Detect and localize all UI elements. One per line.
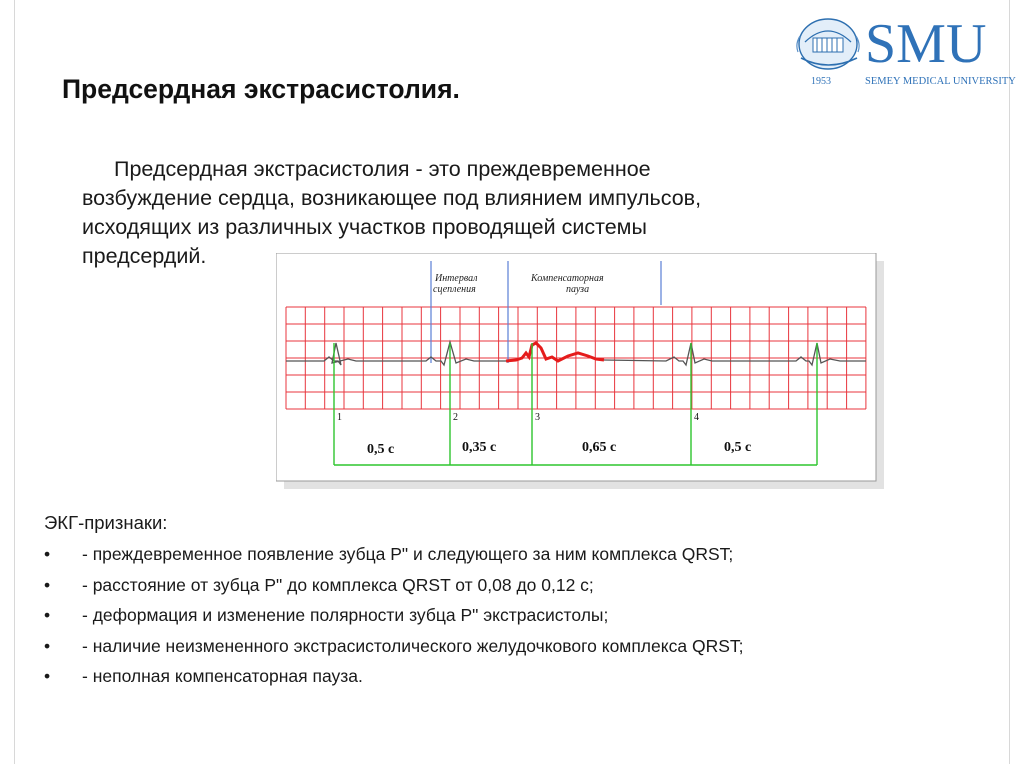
list-item [44,601,1004,632]
bullet-icon: • [44,605,51,625]
definition-line: предсердий. [82,244,207,268]
signs-title: ЭКГ-признаки: [44,512,168,533]
bullet-icon: • [44,574,51,595]
signs-list [44,540,1004,693]
ecg-diagram [276,253,888,493]
list-item-text: - деформация и изменение полярности зубца P" экстрасистолы; [82,605,609,625]
pause-label-2: пауза [566,284,590,295]
list-item-text: - неполная компенсаторная пауза. [82,666,363,686]
list-item-text: - расстояние от зубца P" до комплекса QRST от 0,08 до 0,12 с; [82,574,594,595]
list-item-text: - наличие неизмененного экстрасистолического желудочкового комплекса QRST; [82,635,744,656]
beat-number: 2 [453,412,458,423]
interval-label: 0,35 с [462,440,497,455]
definition-line: возбуждение сердца, возникающее под влиянием импульсов, [82,186,702,210]
bullet-icon: • [44,544,51,564]
pause-label-1: Компенсаторная [531,273,604,284]
coupling-label-2: сцепления [433,284,476,295]
list-item [44,662,1004,693]
interval-label: 0,65 с [582,440,617,455]
smu-logo [795,2,1021,92]
list-item-text: - преждевременное появление зубца P" и следующего за ним комплекса QRST; [82,544,734,564]
ecg-signs-section [44,512,1004,693]
bullet-icon: • [44,666,51,686]
logo-year: 1953 [811,76,831,87]
interval-label: 0,5 с [724,440,752,455]
list-item [44,571,1004,602]
logo-caption: SEMEY MEDICAL UNIVERSITY [865,76,1016,87]
beat-number: 3 [535,412,540,423]
definition-line: Предсердная экстрасистолия - это преждевременное [114,157,651,181]
list-item [44,632,1004,663]
logo-text: SMU [865,13,987,75]
university-emblem-icon [797,19,859,69]
list-item [44,540,1004,571]
bullet-icon: • [44,635,51,656]
definition-line: исходящих из различных участков проводящей системы [82,215,647,239]
beat-number: 1 [337,412,342,423]
page-title: Предсердная экстрасистолия. [62,74,460,104]
coupling-label-1: Интервал [435,273,478,284]
interval-label: 0,5 с [367,442,395,457]
beat-number: 4 [694,412,699,423]
